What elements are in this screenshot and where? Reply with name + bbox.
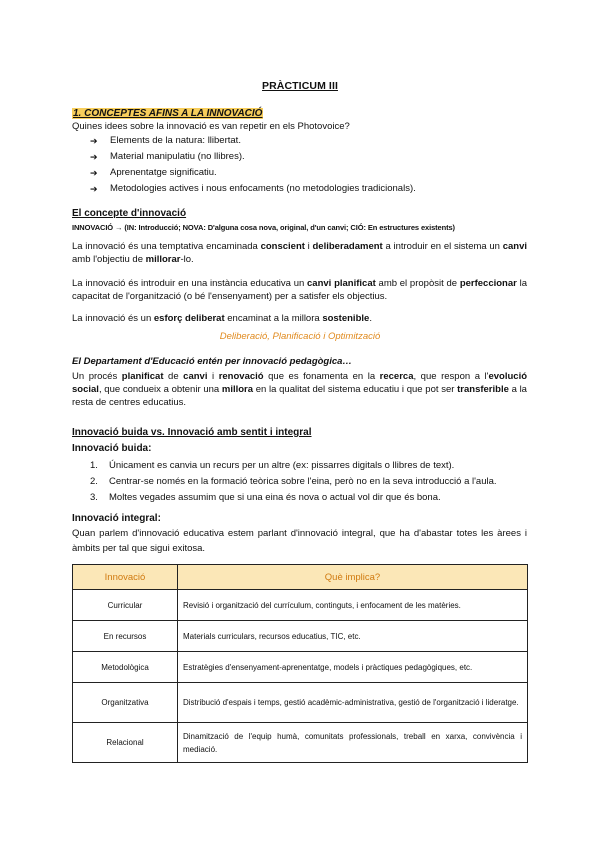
arrow-icon: ➔ [90, 168, 98, 178]
concept-paragraph-2: La innovació és introduir en una instància educativa un canvi planificat amb el propòsit de perfeccionar la capacitat de l'organització (o bé l'ensenyament) per a satisfer els objectius. [72, 278, 527, 302]
arrow-icon: ➔ [90, 136, 98, 146]
section-heading-concepts: 1. CONCEPTES AFINS A LA INNOVACIÓ [73, 108, 263, 119]
table-header-implies: Què implica? [178, 565, 528, 590]
concept-paragraph-1: La innovació és una temptativa encaminada conscient i deliberadament a introduir en el sistema un canvi amb l'objectiu de millorar-lo. [72, 241, 527, 265]
integral-innovation-subheading: Innovació integral: [72, 513, 161, 524]
highlight-phrase: Deliberació, Planificació i Optimització [219, 331, 381, 342]
empty-innovation-subheading: Innovació buida: [72, 443, 152, 454]
department-heading: El Departament d'Educació entén per innovació pedagògica… [72, 356, 352, 367]
list-item: ➔ Aprenentatge significatiu. [90, 165, 416, 181]
list-item: 1. Únicament es canvia un recurs per un altre (ex: pissarres digitals o llibres de text). [90, 460, 455, 471]
department-paragraph: Un procés planificat de canvi i renovació que es fonamenta en la recerca, que respon a l'evolució social, que condueix a obtenir una millora en la qualitat del sistema educatiu i que pot ser transferible a la resta de centres educatius. [72, 371, 528, 408]
photovoice-question: Quines idees sobre la innovació es van repetir en els Photovoice? [72, 121, 350, 132]
table-row: Relacional Dinamització de l'equip humà, comunitats professionals, treball en xarxa, convivència i mediació. [73, 723, 528, 763]
arrow-icon: ➔ [90, 152, 98, 162]
integral-paragraph: Quan parlem d'innovació educativa estem parlant d'innovació integral, que ha d'abastar totes les àrees i àmbits per tal que sigui exitosa. [72, 528, 527, 554]
table-header-innovation: Innovació [73, 565, 178, 590]
innovation-table [72, 564, 528, 763]
table-header-row [73, 565, 528, 590]
list-item: ➔ Material manipulatiu (no llibres). [90, 149, 416, 165]
etymology-line: INNOVACIÓ → (IN: Introducció; NOVA: D'alguna cosa nova, original, d'un canvi; CIÓ: En estructures existents) [72, 223, 455, 232]
photovoice-bullet-list [90, 133, 416, 197]
list-item: 2. Centrar-se només en la formació teòrica sobre l'eina, però no en la seva introducció a l'aula. [90, 476, 497, 487]
list-item: ➔ Metodologies actives i nous enfocaments (no metodologies tradicionals). [90, 181, 416, 197]
table-row: Metodològica Estratègies d'ensenyament-aprenentatge, models i pràctiques pedagògiques, etc. [73, 652, 528, 683]
empty-innovation-list [90, 458, 497, 506]
arrow-icon: ➔ [90, 184, 98, 194]
table-row: Organitzativa Distribució d'espais i temps, gestió acadèmic-administrativa, gestió de l'organització i lideratge. [73, 683, 528, 723]
page-title: PRÀCTICUM III [262, 80, 338, 92]
concept-heading: El concepte d'innovació [72, 208, 187, 219]
table-row: En recursos Materials curriculars, recursos educatius, TIC, etc. [73, 621, 528, 652]
table-row: Curricular Revisió i organització del currículum, continguts, i enfocament de les matèries. [73, 590, 528, 621]
list-item: ➔ Elements de la natura: llibertat. [90, 133, 416, 149]
concept-paragraph-3: La innovació és un esforç deliberat encaminat a la millora sostenible. [72, 313, 372, 324]
empty-vs-integral-heading: Innovació buida vs. Innovació amb sentit i integral [72, 427, 312, 438]
list-item: 3. Moltes vegades assumim que si una eina és nova o actual vol dir que és bona. [90, 492, 441, 503]
